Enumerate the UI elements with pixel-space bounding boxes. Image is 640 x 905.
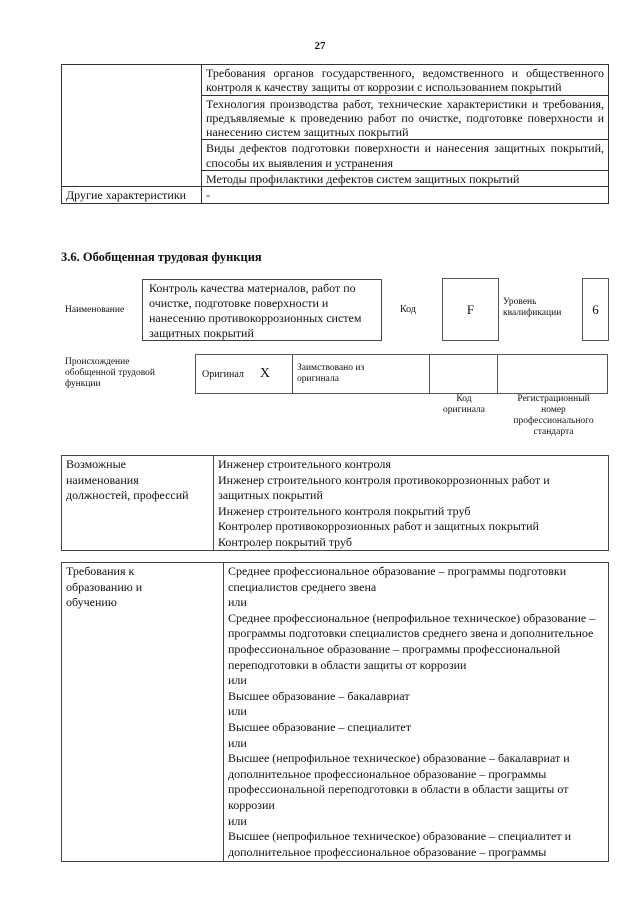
positions-label: Возможные наименования должностей, профессий <box>62 456 214 551</box>
table-row <box>62 563 609 862</box>
row-label <box>62 65 202 187</box>
knowledge-item: Виды дефектов подготовки поверхности и нанесения защитных покрытий, способы их выявления и устранения <box>202 140 609 171</box>
original-mark: X <box>259 366 271 381</box>
list-item: или <box>228 673 247 688</box>
list-item: или <box>228 595 247 610</box>
list-item: Высшее образование – специалитет <box>228 719 411 734</box>
function-name-box: Контроль качества материалов, работ по очистке, подготовке поверхности и нанесению противокоррозионных систем защитных покрытий <box>142 279 382 341</box>
list-item: Высшее (непрофильное техническое) образование – специалитет и дополнительное профессиональное образование – программы <box>228 829 572 859</box>
list-item: Инженер строительного контроля покрытий труб <box>218 503 471 518</box>
list-item: Высшее образование – бакалавриат <box>228 688 410 703</box>
section-title: 3.6. Обобщенная трудовая функция <box>61 250 262 264</box>
list-item: Инженер строительного контроля <box>218 457 391 471</box>
borrowed-cell <box>292 355 429 393</box>
qualification-level-label: Уровень квалификации <box>503 297 562 318</box>
code-value: F <box>466 301 475 317</box>
education-table <box>61 562 609 862</box>
name-label: Наименование <box>65 305 125 315</box>
reg-number-caption: Регистрационный номер профессионального стандарта <box>513 394 594 437</box>
original-cell <box>195 355 292 393</box>
knowledge-item: Требования органов государственного, ведомственного и общественного контроля к качеству защиты от коррозии с использованием покрытий <box>202 65 609 96</box>
other-characteristics-label: Другие характеристики <box>62 187 202 203</box>
list-item: Инженер строительного контроля противокоррозионных работ и защитных покрытий <box>218 472 550 502</box>
table-row <box>62 65 609 96</box>
list-item: или <box>228 704 247 719</box>
qualification-level-box <box>582 278 609 341</box>
knowledge-item: Технология производства работ, технические характеристики и требования, предъявляемые к проведению работ по очистке, подготовке поверхности и нанесению систем защитных покрытий <box>202 95 609 140</box>
education-label: Требования к образованию и обучению <box>62 563 224 862</box>
code-label: Код <box>400 304 416 315</box>
code-box <box>442 278 499 341</box>
list-item: Среднее профессиональное образование – программы подготовки специалистов среднего звена <box>228 564 567 594</box>
origin-row <box>195 354 608 394</box>
knowledge-item: Методы профилактики дефектов систем защитных покрытий <box>202 171 609 187</box>
list-item: Контролер противокоррозионных работ и защитных покрытий <box>218 519 539 533</box>
page-number: 27 <box>314 40 326 52</box>
table-row <box>62 456 609 551</box>
list-item: Среднее профессиональное (непрофильное техническое) образование – программы подготовки специалистов среднего звена и дополнительное профессиональное образование – программы профессиональной переподготовки в области защиты от коррозии <box>228 610 596 672</box>
education-requirements <box>224 563 609 862</box>
code-original-cell <box>429 355 497 393</box>
list-item: или <box>228 813 247 828</box>
other-characteristics-value: - <box>202 187 609 203</box>
origin-label: Происхождение обобщенной трудовой функции <box>65 357 155 389</box>
original-label: Оригинал <box>202 368 244 380</box>
list-item: или <box>228 735 247 750</box>
borrowed-label: Заимствовано из оригинала <box>297 363 365 384</box>
qualification-level-value: 6 <box>592 301 599 317</box>
list-item: Контролер покрытий труб <box>218 534 352 549</box>
positions-list <box>214 456 609 551</box>
positions-table <box>61 455 609 551</box>
table-row <box>62 187 609 203</box>
reg-number-cell <box>497 355 608 393</box>
code-original-caption: Код оригинала <box>443 394 485 415</box>
knowledge-continuation-table <box>61 64 609 204</box>
list-item: Высшее (непрофильное техническое) образование – бакалавриат и дополнительное профессиональное образование – программы профессиональной переподготовки в области в области защиты от коррозии <box>228 751 570 812</box>
